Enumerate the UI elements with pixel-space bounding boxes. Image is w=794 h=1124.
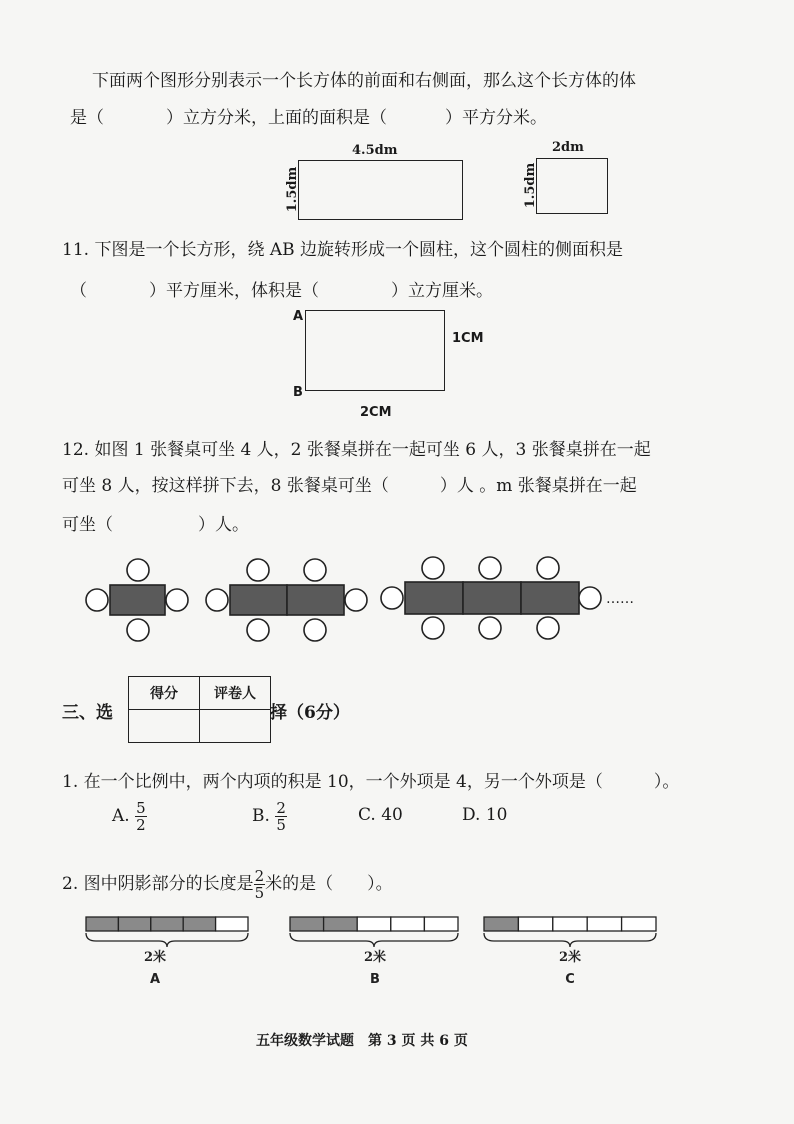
q10-line2-mid: ）立方分米，上面的面积是（ [166, 108, 387, 128]
q10-side-height-label: 1.5dm [523, 162, 539, 209]
seat [422, 617, 444, 639]
bar-segment [484, 917, 518, 931]
grader-header: 评卷人 [200, 677, 271, 710]
mc2-prefix: 2. 图中阴影部分的长度是 [62, 874, 254, 894]
q11-line2 [70, 276, 493, 301]
q10-line2-suffix: ）平方分米。 [445, 108, 547, 128]
mc1-a-den: 2 [136, 816, 146, 834]
mc1-a-fraction [135, 800, 147, 833]
table-3-1 [405, 582, 463, 614]
seat [166, 589, 188, 611]
q11-label-a: A [293, 309, 304, 324]
q10-line2-prefix: 是（ [70, 108, 104, 128]
mc1-question: 1. 在一个比例中，两个内项的积是 10，一个外项是 4，另一个外项是（ ）。 [62, 772, 680, 792]
mc2-frac-num: 2 [254, 867, 265, 885]
mc1-option-d[interactable]: D. 10 [462, 805, 508, 825]
q11-line2-prefix: （ [70, 281, 87, 301]
bar-segment [424, 917, 458, 931]
seat [537, 617, 559, 639]
mc1-b-num: 2 [276, 799, 286, 817]
table-group-1 [86, 559, 188, 641]
mc2-frac-den: 5 [254, 884, 265, 902]
bar-segment [324, 917, 358, 931]
seat [127, 619, 149, 641]
table-3-3 [521, 582, 579, 614]
mc1-b-den: 5 [276, 816, 286, 834]
q10-side-width-label: 2dm [552, 140, 584, 155]
seat [422, 557, 444, 579]
bar-a-option-label: A [149, 972, 161, 987]
mc1-option-a[interactable] [112, 800, 147, 833]
bar-segment [118, 917, 150, 931]
seat [579, 587, 601, 609]
q11-line2-suffix: ）立方厘米。 [391, 281, 493, 301]
seat [537, 557, 559, 579]
bar-segment [391, 917, 425, 931]
table-2-1 [230, 585, 287, 615]
mc1-option-c[interactable]: C. 40 [358, 805, 403, 825]
bar-segment [290, 917, 324, 931]
q10-line2 [70, 103, 547, 128]
mc1-a-num: 5 [136, 799, 146, 817]
section3-suffix: 择（6分） [270, 703, 350, 723]
seat [345, 589, 367, 611]
mc2-bars-figure [0, 905, 794, 990]
bar-brace [290, 933, 458, 947]
table-group-2 [206, 559, 367, 641]
q11-rectangle [305, 310, 445, 391]
mc1-b-fraction [275, 800, 287, 833]
bar-segment [86, 917, 118, 931]
bar-b-option-label: B [370, 972, 380, 987]
q10-front-height-label: 1.5dm [285, 166, 301, 213]
bar-segment [183, 917, 215, 931]
q10-line1: 下面两个图形分别表示一个长方体的前面和右侧面，那么这个长方体的体 [92, 71, 636, 91]
seat [247, 619, 269, 641]
bar-c-option-label: C [565, 972, 575, 987]
q10-side-rectangle [536, 158, 608, 214]
table-1-1 [110, 585, 165, 615]
q11-width-label: 2CM [360, 405, 392, 420]
table-group-3 [381, 557, 601, 639]
bar-segment [587, 917, 621, 931]
bar-brace [484, 933, 656, 947]
bar-segment [622, 917, 656, 931]
mc2-suffix: 米的是（ ）。 [265, 874, 393, 894]
bar-c-length-label: 2米 [558, 950, 582, 965]
q12-tables-figure [0, 545, 794, 645]
page-footer: 五年级数学试题 第 3 页 共 6 页 [256, 1033, 468, 1049]
mc2-fraction [254, 868, 266, 901]
grader-cell[interactable] [200, 710, 271, 743]
q10-front-rectangle [298, 160, 463, 220]
table-2-2 [287, 585, 344, 615]
bar-segment [553, 917, 587, 931]
q12-line2: 可坐 8 人，按这样拼下去，8 张餐桌可坐（ ）人 。m 张餐桌拼在一起 [62, 476, 637, 496]
bar-c[interactable] [484, 917, 656, 947]
mc1-b-label: B. [252, 806, 270, 826]
q11-line2-mid: ）平方厘米，体积是（ [149, 281, 319, 301]
seat [479, 557, 501, 579]
q12-line3: 可坐（ ）人。 [62, 515, 249, 535]
bar-segment [518, 917, 552, 931]
seat [206, 589, 228, 611]
q11-label-b: B [293, 385, 303, 400]
seat [127, 559, 149, 581]
q11-line1: 11. 下图是一个长方形，绕 AB 边旋转形成一个圆柱，这个圆柱的侧面积是 [62, 240, 624, 260]
score-table [128, 676, 271, 743]
bar-segment [357, 917, 391, 931]
mc1-option-b[interactable] [252, 800, 287, 833]
seat [247, 559, 269, 581]
q12-line1: 12. 如图 1 张餐桌可坐 4 人，2 张餐桌拼在一起可坐 6 人，3 张餐桌拼在一起 [62, 440, 651, 460]
seat [381, 587, 403, 609]
seat [304, 619, 326, 641]
score-cell[interactable] [129, 710, 200, 743]
bar-b[interactable] [290, 917, 458, 947]
bar-a-length-label: 2米 [143, 950, 167, 965]
seat [86, 589, 108, 611]
mc2-question [62, 868, 393, 901]
section3-prefix: 三、选 [62, 703, 113, 723]
seat [304, 559, 326, 581]
mc1-a-label: A. [112, 806, 130, 826]
bar-a[interactable] [86, 917, 248, 947]
table-3-2 [463, 582, 521, 614]
score-header: 得分 [129, 677, 200, 710]
q12-ellipsis: …… [606, 591, 634, 607]
q11-height-label: 1CM [452, 331, 484, 346]
bar-b-length-label: 2米 [363, 950, 387, 965]
q10-front-width-label: 4.5dm [352, 143, 398, 158]
seat [479, 617, 501, 639]
bar-segment [216, 917, 248, 931]
bar-segment [151, 917, 183, 931]
bar-brace [86, 933, 248, 947]
